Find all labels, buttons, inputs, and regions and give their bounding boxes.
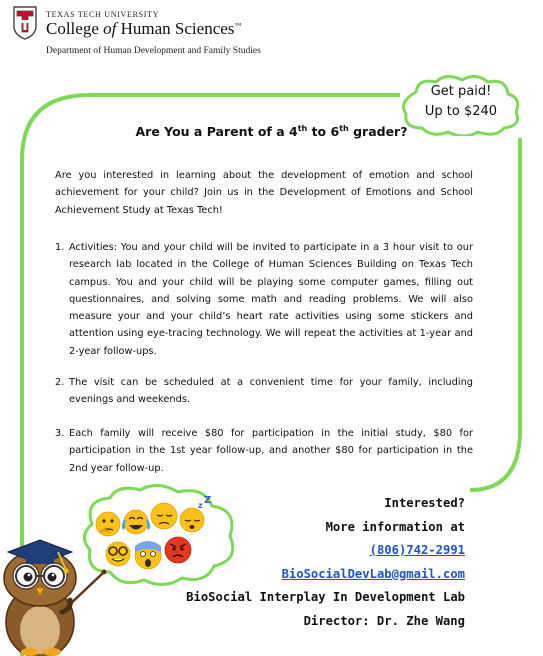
list-item-activities — [55, 239, 473, 360]
more-info-label: More information at — [325, 519, 465, 534]
college-name: College of Human Sciences™ — [46, 19, 242, 38]
list-item-number: 1. — [55, 242, 65, 253]
owl-professor-icon — [0, 512, 120, 656]
list-item-number: 2. — [55, 377, 65, 388]
department-name: Department of Human Development and Family Studies — [46, 46, 261, 56]
payment-amount-line: Up to $240 — [424, 104, 498, 119]
flyer-title: Are You a Parent of a 4th to 6th grader? — [135, 124, 408, 140]
director-name: Director: Dr. Zhe Wang — [303, 613, 465, 628]
pensive-face-icon — [151, 503, 177, 529]
list-item-number: 3. — [55, 428, 65, 439]
ttu-logo-icon — [12, 6, 38, 40]
svg-text:z: z — [198, 501, 203, 510]
list-item-text: Activities: You and your child will be invited to participate in a 3 hour visit to our research lab located in the College of Human Sciences Building on Texas Tech campus. You and your child will be playing some computer games, filling out questionnaires, and solving some math and reading problems. We will also measure your and your child’s heart rate activities using some stickers and attention using eye-tracing technology. We will repeat the activities at 1-year and 2-year follow-ups. — [69, 242, 473, 357]
svg-text:Z: Z — [204, 495, 212, 506]
list-item-compensation — [55, 425, 473, 477]
list-item-text: Each family will receive $80 for participation in the initial study, $80 for participation in the 1st year follow-up, and another $80 for participation in the 2nd year follow-up. — [69, 428, 473, 474]
list-item-text: The visit can be scheduled at a convenient time for your family, including evenings and weekends. — [69, 377, 473, 406]
intro-paragraph: Are you interested in learning about the development of emotion and school achievement for your child? Join us in the Development of Emotions and School Achievement Study at Texas Tech! — [55, 170, 473, 216]
screaming-face-icon — [135, 541, 161, 569]
phone-link[interactable]: (806)742-2991 — [369, 543, 465, 557]
tears-of-joy-face-icon — [123, 510, 149, 534]
page-header — [12, 6, 312, 58]
get-paid-line: Get paid! — [430, 84, 492, 99]
contact-block — [186, 492, 465, 633]
university-name: TEXAS TECH UNIVERSITY — [46, 10, 160, 19]
get-paid-callout — [398, 82, 524, 122]
lab-name: BioSocial Interplay In Development Lab — [186, 590, 465, 604]
list-item-scheduling — [55, 374, 473, 409]
email-link[interactable]: BioSocialDevLab@gmail.com — [281, 566, 465, 581]
interested-heading: Interested? — [384, 496, 465, 510]
